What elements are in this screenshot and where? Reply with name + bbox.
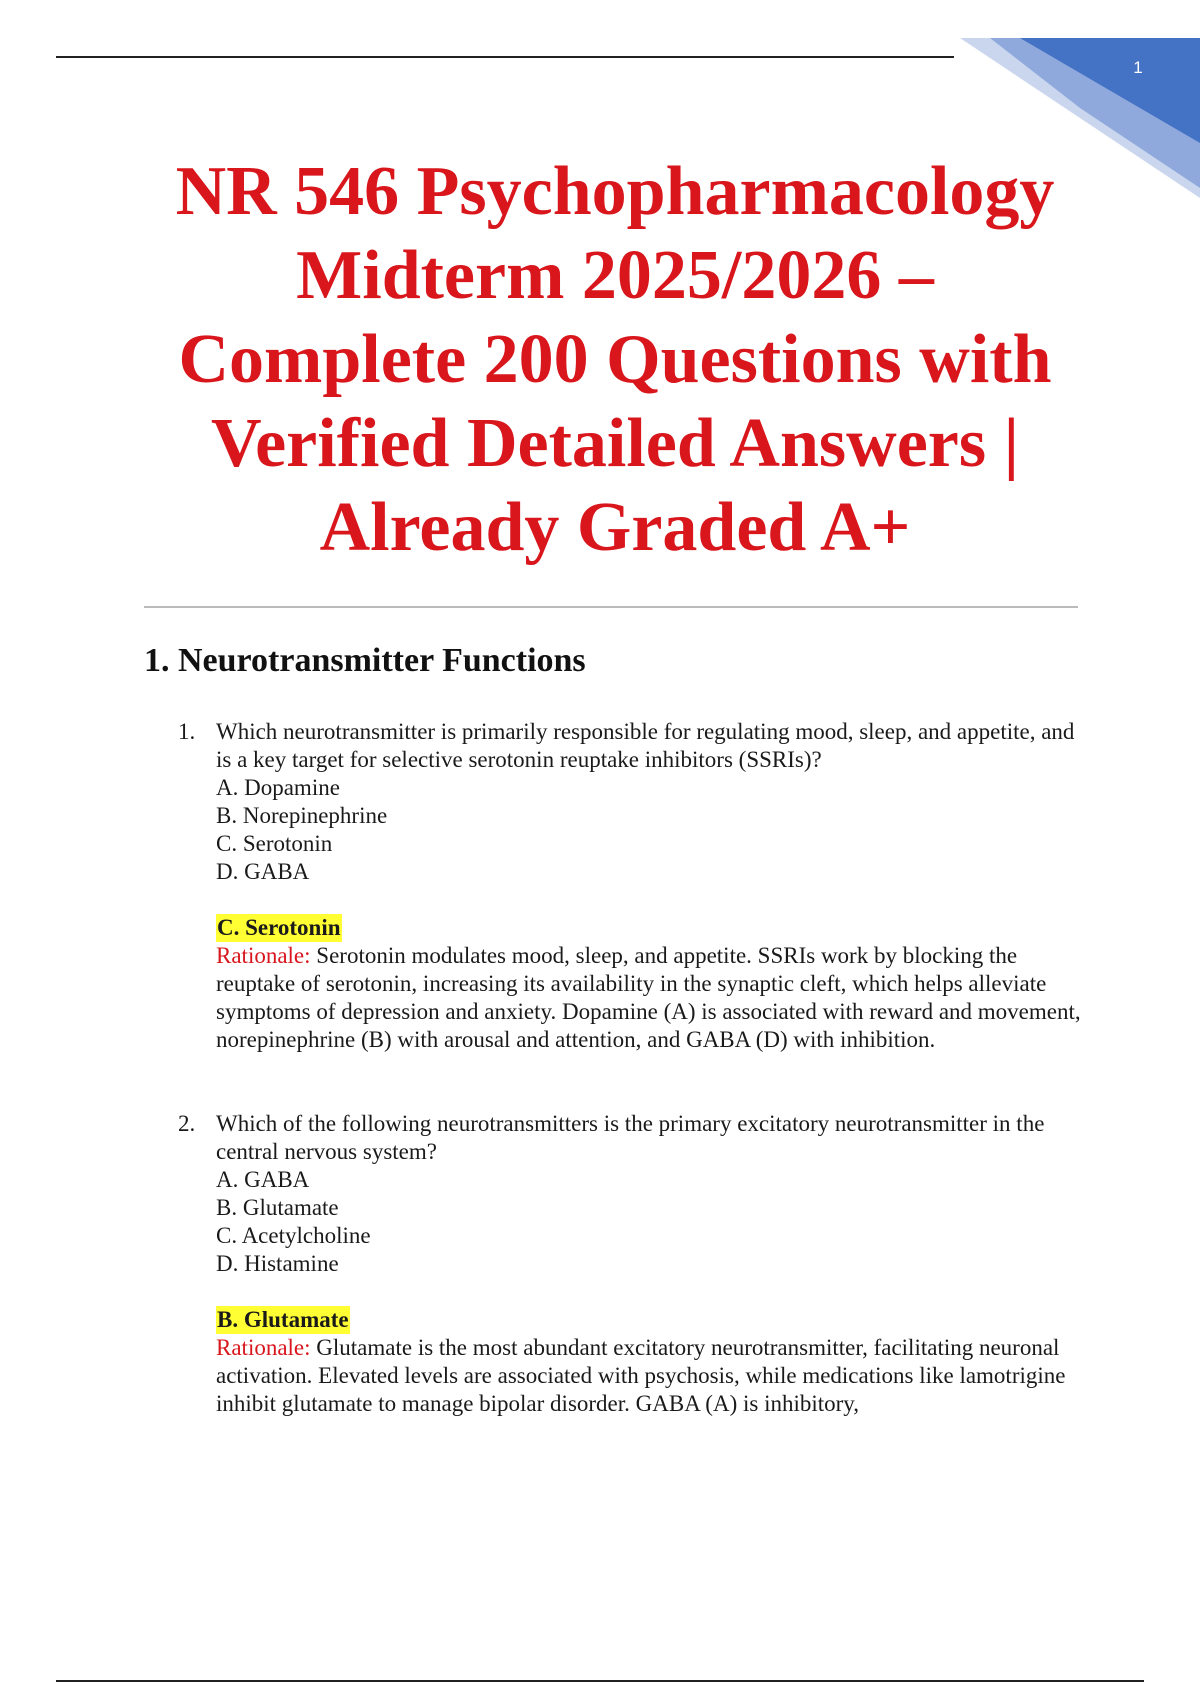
rationale-label: Rationale: xyxy=(216,1335,311,1360)
rationale-text: Serotonin modulates mood, sleep, and appetite. SSRIs work by blocking the reuptake of serotonin, increasing its availability in the synaptic cleft, which helps alleviate symptoms of depression and anxiety. Dopamine (A) is associated with reward and movement, norepinephrine (B) with arousal and attention, and GABA (D) with inhibition. xyxy=(216,943,1081,1052)
answer-option: C. Acetylcholine xyxy=(216,1223,371,1248)
section-heading: 1. Neurotransmitter Functions xyxy=(144,642,586,679)
document-title xyxy=(120,150,1110,570)
answer-option: D. Histamine xyxy=(216,1251,339,1276)
footer-rule xyxy=(56,1680,1144,1682)
rationale-label: Rationale: xyxy=(216,943,311,968)
answer-option: A. Dopamine xyxy=(216,775,340,800)
question-text: Which neurotransmitter is primarily responsible for regulating mood, sleep, and appetite, and is a key target for selective serotonin reuptake inhibitors (SSRIs)? xyxy=(216,719,1075,772)
correct-answer: C. Serotonin xyxy=(217,915,341,940)
question-number: 1. xyxy=(178,719,196,744)
rationale xyxy=(216,1334,1088,1418)
answer-option: B. Norepinephrine xyxy=(216,803,388,828)
page-number: 1 xyxy=(1133,58,1143,77)
answer-option: C. Serotonin xyxy=(216,831,333,856)
rationale-text: Glutamate is the most abundant excitatory neurotransmitter, facilitating neuronal activation. Elevated levels are associated with psychosis, while medications like lamotrigine inhibit glutamate to manage bipolar disorder. GABA (A) is inhibitory, xyxy=(216,1335,1066,1416)
title-line: Midterm 2025/2026 – xyxy=(296,237,934,314)
title-line: Already Graded A+ xyxy=(319,489,911,566)
rationale xyxy=(216,942,1088,1054)
answer-option: B. Glutamate xyxy=(216,1195,339,1220)
answer-option: D. GABA xyxy=(216,859,310,884)
answer-option: A. GABA xyxy=(216,1167,310,1192)
section-divider xyxy=(144,606,1078,608)
title-line: Verified Detailed Answers | xyxy=(210,405,1019,482)
question-item xyxy=(178,1110,1088,1418)
correct-answer: B. Glutamate xyxy=(217,1307,349,1332)
header-rule xyxy=(56,56,954,58)
title-line: NR 546 Psychopharmacology xyxy=(175,153,1055,230)
question-number: 2. xyxy=(178,1111,196,1136)
question-item xyxy=(178,718,1088,1054)
title-line: Complete 200 Questions with xyxy=(178,321,1052,398)
question-text: Which of the following neurotransmitters is the primary excitatory neurotransmitter in the central nervous system? xyxy=(216,1111,1045,1164)
